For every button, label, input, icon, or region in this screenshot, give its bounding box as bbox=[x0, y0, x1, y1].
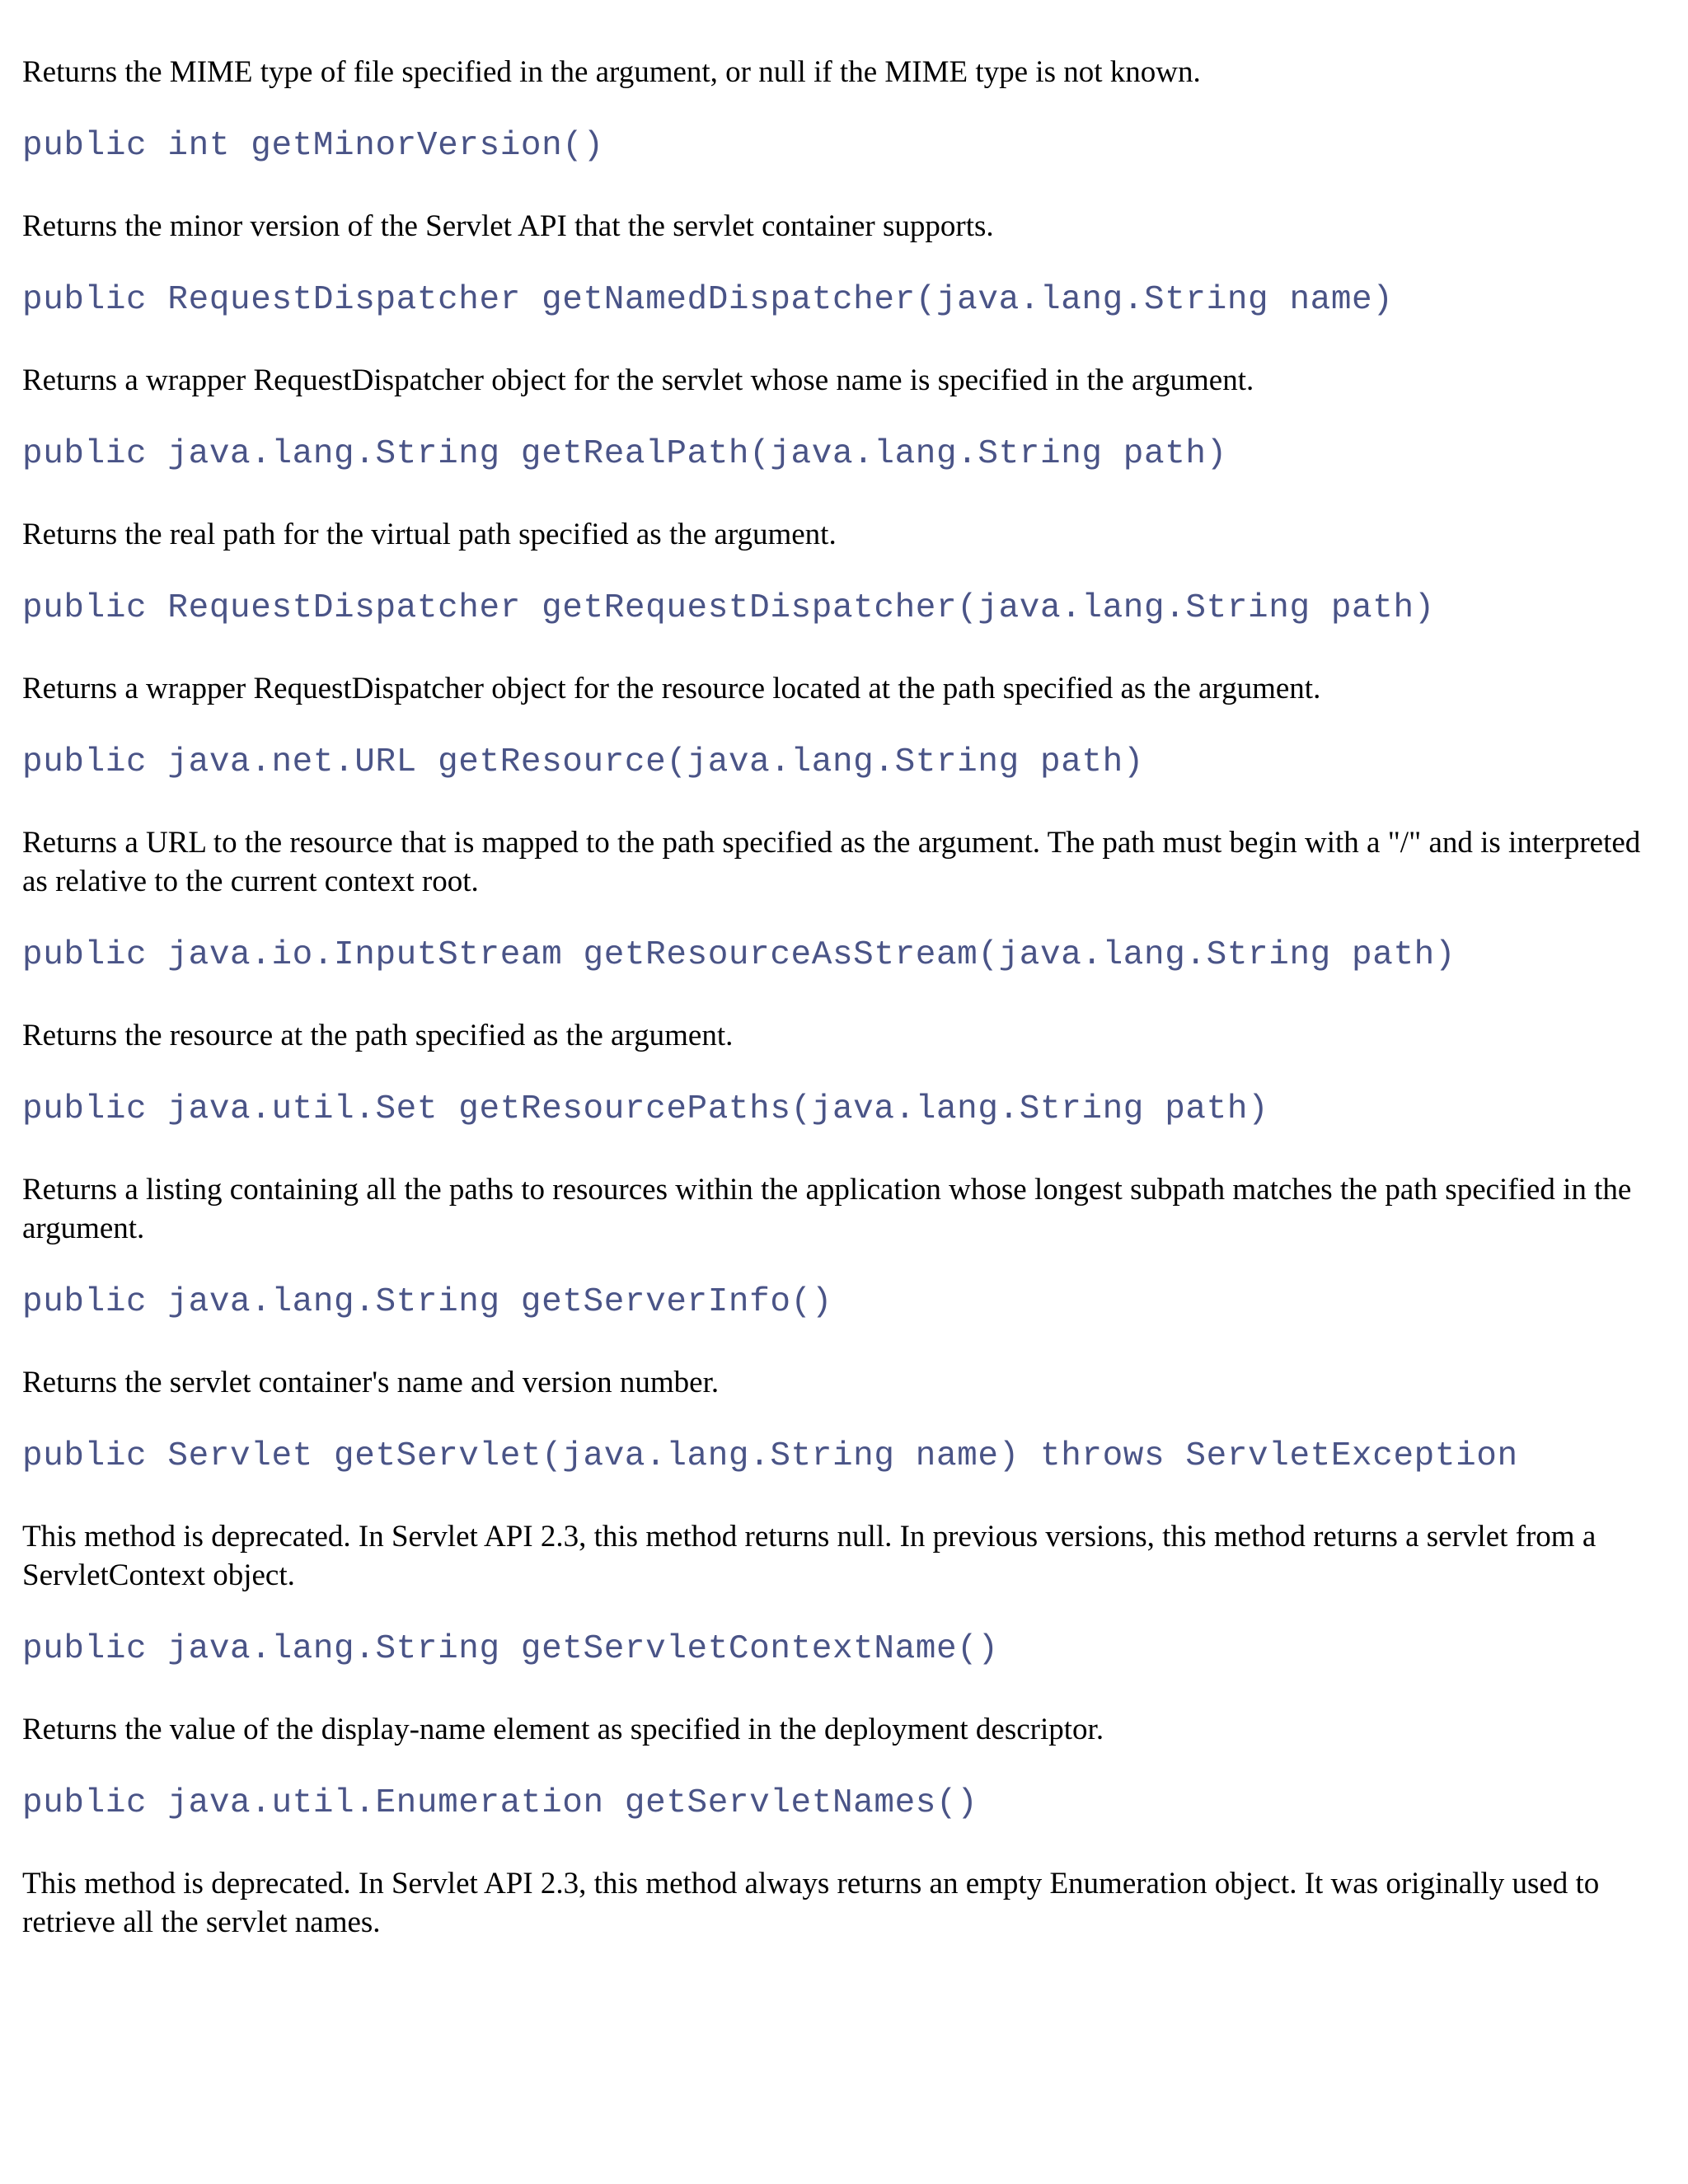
method-description: Returns the minor version of the Servlet API that the servlet container supports. bbox=[22, 209, 994, 243]
method-description: Returns the resource at the path specified as the argument. bbox=[22, 1019, 734, 1052]
method-description: Returns the real path for the virtual path specified as the argument. bbox=[22, 518, 837, 551]
method-signature: public java.lang.String getServletContextName() bbox=[22, 1630, 999, 1668]
api-doc-page bbox=[22, 53, 1666, 1942]
method-signature: public java.lang.String getServerInfo() bbox=[22, 1283, 832, 1321]
method-signature: public java.net.URL getResource(java.lang.String path) bbox=[22, 743, 1145, 781]
method-description: This method is deprecated. In Servlet API 2.3, this method returns null. In previous versions, this method returns a servlet from a ServletContext object. bbox=[22, 1520, 1597, 1592]
method-signature: public RequestDispatcher getRequestDispatcher(java.lang.String path) bbox=[22, 589, 1435, 627]
method-description: Returns the servlet container's name and version number. bbox=[22, 1366, 720, 1399]
method-signature: public Servlet getServlet(java.lang.String name) throws ServletException bbox=[22, 1437, 1518, 1475]
method-description: Returns the value of the display-name element as specified in the deployment descriptor. bbox=[22, 1713, 1104, 1746]
method-signature: public java.io.InputStream getResourceAsStream(java.lang.String path) bbox=[22, 936, 1456, 974]
method-signature: public java.util.Enumeration getServletNames() bbox=[22, 1784, 978, 1822]
method-signature: public java.lang.String getRealPath(java.lang.String path) bbox=[22, 435, 1227, 473]
method-description: Returns a URL to the resource that is mapped to the path specified as the argument. The path must begin with a "/" and is interpreted as relative to the current context root. bbox=[22, 826, 1641, 898]
method-signature: public int getMinorVersion() bbox=[22, 127, 604, 165]
method-description: Returns the MIME type of file specified in the argument, or null if the MIME type is not known. bbox=[22, 55, 1201, 89]
method-signature: public RequestDispatcher getNamedDispatcher(java.lang.String name) bbox=[22, 281, 1394, 319]
method-description: Returns a wrapper RequestDispatcher object for the resource located at the path specified as the argument. bbox=[22, 672, 1321, 705]
method-description: Returns a listing containing all the paths to resources within the application whose longest subpath matches the path specified in the argument. bbox=[22, 1173, 1632, 1245]
method-description: Returns a wrapper RequestDispatcher object for the servlet whose name is specified in the argument. bbox=[22, 363, 1254, 397]
method-signature: public java.util.Set getResourcePaths(java.lang.String path) bbox=[22, 1090, 1269, 1128]
method-description: This method is deprecated. In Servlet API 2.3, this method always returns an empty Enumeration object. It was originally used to retrieve all the servlet names. bbox=[22, 1867, 1600, 1939]
